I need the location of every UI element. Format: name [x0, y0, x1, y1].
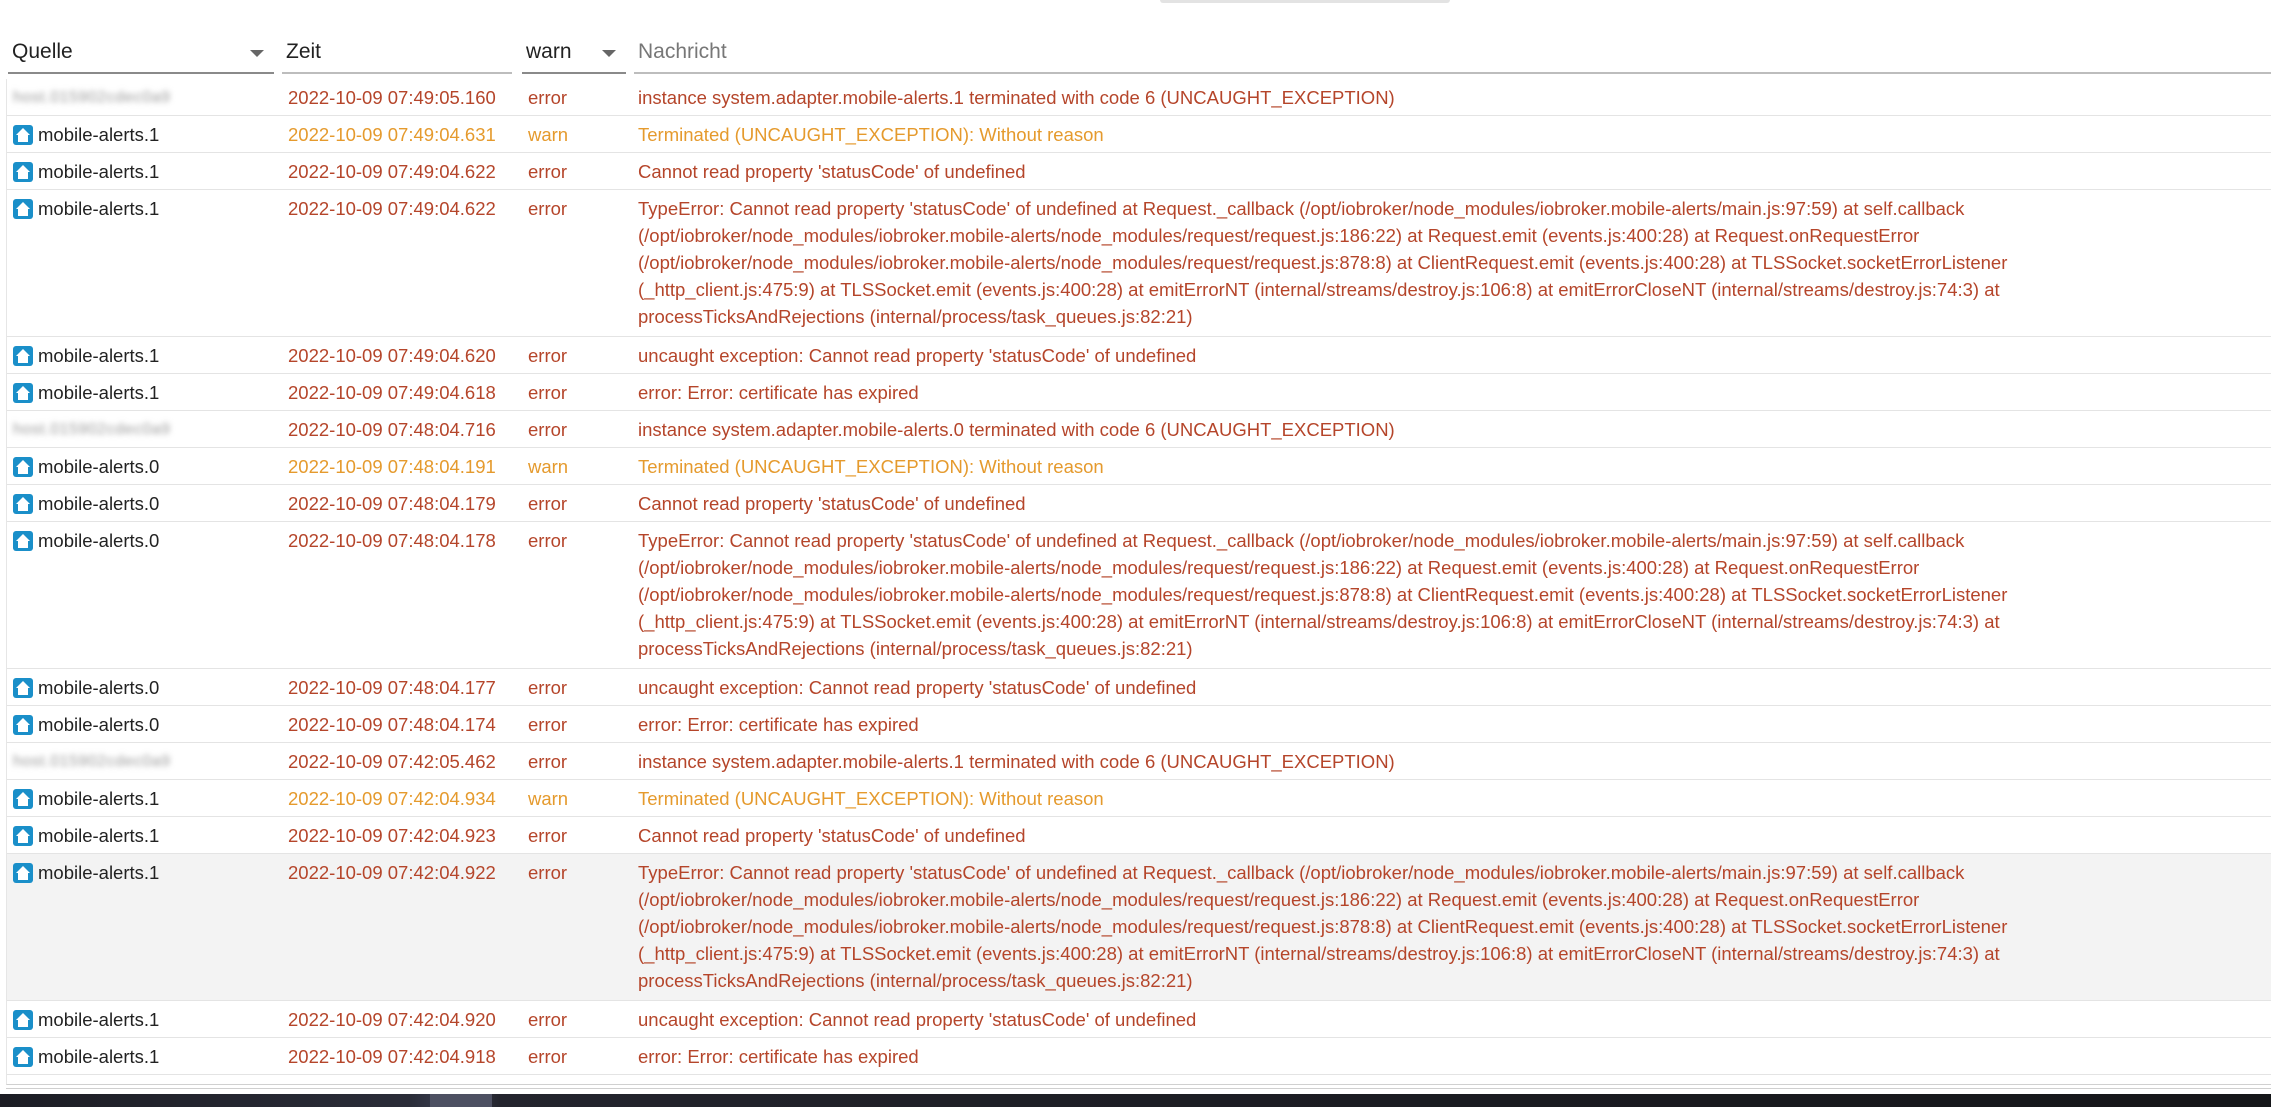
- adapter-house-icon: [13, 457, 33, 477]
- table-row[interactable]: [7, 337, 2271, 374]
- row-message: Cannot read property 'statusCode' of undefined: [638, 825, 1026, 846]
- row-source-label: mobile-alerts.0: [38, 456, 160, 477]
- row-severity: error: [528, 419, 568, 440]
- source-filter-select[interactable]: [8, 32, 274, 74]
- table-row[interactable]: [7, 374, 2271, 411]
- row-time: 2022-10-09 07:49:05.160: [288, 87, 496, 108]
- table-row[interactable]: [7, 485, 2271, 522]
- adapter-house-icon: [13, 789, 33, 809]
- row-message: instance system.adapter.mobile-alerts.1 terminated with code 6 (UNCAUGHT_EXCEPTION): [638, 751, 1395, 772]
- table-row[interactable]: [7, 706, 2271, 743]
- row-message: instance system.adapter.mobile-alerts.1 terminated with code 6 (UNCAUGHT_EXCEPTION): [638, 87, 1395, 108]
- row-source: [13, 490, 159, 517]
- row-source: [13, 84, 171, 111]
- time-column-header: [282, 32, 512, 74]
- row-severity: warn: [528, 456, 569, 477]
- adapter-house-icon: [13, 863, 33, 883]
- row-source-label: mobile-alerts.1: [38, 198, 160, 219]
- row-severity: error: [528, 1009, 568, 1030]
- row-time: 2022-10-09 07:42:04.920: [288, 1009, 496, 1030]
- log-table: [6, 79, 2271, 1085]
- row-source: [13, 674, 159, 701]
- adapter-house-icon: [13, 162, 33, 182]
- severity-filter-select[interactable]: [522, 32, 626, 74]
- row-source: [13, 453, 159, 480]
- row-time: 2022-10-09 07:42:04.934: [288, 788, 496, 809]
- table-row[interactable]: [7, 1038, 2271, 1075]
- row-severity: error: [528, 345, 568, 366]
- row-message: error: Error: certificate has expired: [638, 1046, 919, 1067]
- row-source-label: mobile-alerts.1: [38, 825, 160, 846]
- row-source-label: mobile-alerts.1: [38, 382, 160, 403]
- adapter-house-icon: [13, 199, 33, 219]
- row-severity: warn: [528, 788, 569, 809]
- row-severity: error: [528, 862, 568, 883]
- row-message: Terminated (UNCAUGHT_EXCEPTION): Without reason: [638, 456, 1104, 477]
- row-severity: error: [528, 198, 568, 219]
- row-time: 2022-10-09 07:49:04.622: [288, 161, 496, 182]
- row-message: Cannot read property 'statusCode' of undefined: [638, 161, 1026, 182]
- row-message: Terminated (UNCAUGHT_EXCEPTION): Without reason: [638, 788, 1104, 809]
- table-row[interactable]: [7, 522, 2271, 669]
- row-source-label: mobile-alerts.0: [38, 493, 160, 514]
- row-source-label: mobile-alerts.1: [38, 161, 160, 182]
- row-severity: error: [528, 714, 568, 735]
- row-time: 2022-10-09 07:48:04.716: [288, 419, 496, 440]
- adapter-house-icon: [13, 678, 33, 698]
- row-message: error: Error: certificate has expired: [638, 382, 919, 403]
- row-message: TypeError: Cannot read property 'statusCode' of undefined at Request._callback (/opt/iobroker/node_modules/iobroker.mobile-alerts/main.js:97:59) at self.callback (/opt/iobroker/node_modules/iobroker.mobile-alerts/node_modules/request/request.js:186:22) at Request.emit (events.js:400:28) at Request.onRequestError (/opt/iobroker/node_modules/iobroker.mobile-alerts/node_modules/request/request.js:878:8) at ClientRequest.emit (events.js:400:28) at TLSSocket.socketErrorListener (_http_client.js:475:9) at TLSSocket.emit (events.js:400:28) at emitErrorNT (internal/streams/destroy.js:106:8) at emitErrorCloseNT (internal/streams/destroy.js:74:3) at processTicksAndRejections (internal/process/task_queues.js:82:21): [638, 198, 2008, 327]
- row-time: 2022-10-09 07:48:04.191: [288, 456, 496, 477]
- table-bottom-edge: [6, 1084, 2271, 1089]
- row-severity: error: [528, 161, 568, 182]
- taskbar: [0, 1094, 2271, 1107]
- row-source: [13, 158, 159, 185]
- row-source: [13, 785, 159, 812]
- table-row[interactable]: [7, 780, 2271, 817]
- table-row[interactable]: [7, 190, 2271, 337]
- row-message: uncaught exception: Cannot read property 'statusCode' of undefined: [638, 345, 1197, 366]
- row-source: [13, 121, 159, 148]
- row-time: 2022-10-09 07:42:04.922: [288, 862, 496, 883]
- row-source-label: mobile-alerts.0: [38, 714, 160, 735]
- row-message: uncaught exception: Cannot read property 'statusCode' of undefined: [638, 1009, 1197, 1030]
- table-row[interactable]: [7, 669, 2271, 706]
- table-row[interactable]: [7, 817, 2271, 854]
- row-source-label: mobile-alerts.0: [38, 677, 160, 698]
- message-filter: [634, 32, 2271, 74]
- row-source: [13, 416, 171, 443]
- severity-filter-value: warn: [526, 40, 572, 63]
- row-time: 2022-10-09 07:48:04.179: [288, 493, 496, 514]
- row-severity: error: [528, 825, 568, 846]
- row-severity: error: [528, 530, 568, 551]
- table-row[interactable]: [7, 1001, 2271, 1038]
- adapter-house-icon: [13, 383, 33, 403]
- row-message: instance system.adapter.mobile-alerts.0 terminated with code 6 (UNCAUGHT_EXCEPTION): [638, 419, 1395, 440]
- chevron-down-icon: [602, 50, 616, 57]
- row-severity: error: [528, 87, 568, 108]
- adapter-house-icon: [13, 531, 33, 551]
- chevron-down-icon: [250, 50, 264, 57]
- table-row[interactable]: [7, 116, 2271, 153]
- row-source-label: mobile-alerts.1: [38, 345, 160, 366]
- row-source-host-blurred: host.015902cdec0a9: [13, 753, 171, 770]
- row-severity: error: [528, 677, 568, 698]
- taskbar-active-item: [430, 1094, 492, 1107]
- row-source: [13, 711, 159, 738]
- row-source-label: mobile-alerts.1: [38, 862, 160, 883]
- row-time: 2022-10-09 07:42:04.923: [288, 825, 496, 846]
- row-source: [13, 342, 159, 369]
- row-time: 2022-10-09 07:42:05.462: [288, 751, 496, 772]
- table-row[interactable]: [7, 448, 2271, 485]
- table-row[interactable]: [7, 411, 2271, 448]
- row-time: 2022-10-09 07:48:04.178: [288, 530, 496, 551]
- row-source: [13, 859, 159, 886]
- row-source-label: mobile-alerts.1: [38, 788, 160, 809]
- row-source-host-blurred: host.015902cdec0a9: [13, 421, 171, 438]
- row-time: 2022-10-09 07:48:04.177: [288, 677, 496, 698]
- row-source: [13, 1043, 159, 1070]
- adapter-house-icon: [13, 1010, 33, 1030]
- row-time: 2022-10-09 07:42:04.918: [288, 1046, 496, 1067]
- row-time: 2022-10-09 07:49:04.620: [288, 345, 496, 366]
- row-source-label: mobile-alerts.0: [38, 530, 160, 551]
- adapter-house-icon: [13, 494, 33, 514]
- adapter-house-icon: [13, 715, 33, 735]
- row-source-label: mobile-alerts.1: [38, 124, 160, 145]
- top-tab-indicator: [1160, 0, 1450, 3]
- row-message: Cannot read property 'statusCode' of undefined: [638, 493, 1026, 514]
- row-source: [13, 527, 159, 554]
- filter-bar: [0, 32, 2271, 76]
- row-severity: error: [528, 493, 568, 514]
- row-source: [13, 379, 159, 406]
- row-time: 2022-10-09 07:48:04.174: [288, 714, 496, 735]
- row-message: Terminated (UNCAUGHT_EXCEPTION): Without reason: [638, 124, 1104, 145]
- row-severity: error: [528, 382, 568, 403]
- row-source-host-blurred: host.015902cdec0a9: [13, 89, 171, 106]
- adapter-house-icon: [13, 826, 33, 846]
- adapter-house-icon: [13, 1047, 33, 1067]
- row-source-label: mobile-alerts.1: [38, 1046, 160, 1067]
- row-source: [13, 1006, 159, 1033]
- row-message: TypeError: Cannot read property 'statusCode' of undefined at Request._callback (/opt/iobroker/node_modules/iobroker.mobile-alerts/main.js:97:59) at self.callback (/opt/iobroker/node_modules/iobroker.mobile-alerts/node_modules/request/request.js:186:22) at Request.emit (events.js:400:28) at Request.onRequestError (/opt/iobroker/node_modules/iobroker.mobile-alerts/node_modules/request/request.js:878:8) at ClientRequest.emit (events.js:400:28) at TLSSocket.socketErrorListener (_http_client.js:475:9) at TLSSocket.emit (events.js:400:28) at emitErrorNT (internal/streams/destroy.js:106:8) at emitErrorCloseNT (internal/streams/destroy.js:74:3) at processTicksAndRejections (internal/process/task_queues.js:82:21): [638, 862, 2008, 991]
- row-severity: warn: [528, 124, 569, 145]
- table-row[interactable]: [7, 743, 2271, 780]
- row-source: [13, 748, 171, 775]
- row-severity: error: [528, 751, 568, 772]
- adapter-house-icon: [13, 125, 33, 145]
- message-filter-input[interactable]: [638, 40, 2271, 64]
- row-time: 2022-10-09 07:49:04.631: [288, 124, 496, 145]
- row-time: 2022-10-09 07:49:04.622: [288, 198, 496, 219]
- adapter-house-icon: [13, 346, 33, 366]
- table-row[interactable]: [7, 79, 2271, 116]
- row-message: error: Error: certificate has expired: [638, 714, 919, 735]
- row-source: [13, 822, 159, 849]
- row-source: [13, 195, 159, 222]
- source-filter-label: Quelle: [12, 40, 73, 63]
- row-message: TypeError: Cannot read property 'statusCode' of undefined at Request._callback (/opt/iobroker/node_modules/iobroker.mobile-alerts/main.js:97:59) at self.callback (/opt/iobroker/node_modules/iobroker.mobile-alerts/node_modules/request/request.js:186:22) at Request.emit (events.js:400:28) at Request.onRequestError (/opt/iobroker/node_modules/iobroker.mobile-alerts/node_modules/request/request.js:878:8) at ClientRequest.emit (events.js:400:28) at TLSSocket.socketErrorListener (_http_client.js:475:9) at TLSSocket.emit (events.js:400:28) at emitErrorNT (internal/streams/destroy.js:106:8) at emitErrorCloseNT (internal/streams/destroy.js:74:3) at processTicksAndRejections (internal/process/task_queues.js:82:21): [638, 530, 2008, 659]
- row-message: uncaught exception: Cannot read property 'statusCode' of undefined: [638, 677, 1197, 698]
- row-time: 2022-10-09 07:49:04.618: [288, 382, 496, 403]
- row-source-label: mobile-alerts.1: [38, 1009, 160, 1030]
- table-row[interactable]: [7, 854, 2271, 1001]
- row-severity: error: [528, 1046, 568, 1067]
- table-row[interactable]: [7, 153, 2271, 190]
- time-header-label: Zeit: [286, 40, 322, 63]
